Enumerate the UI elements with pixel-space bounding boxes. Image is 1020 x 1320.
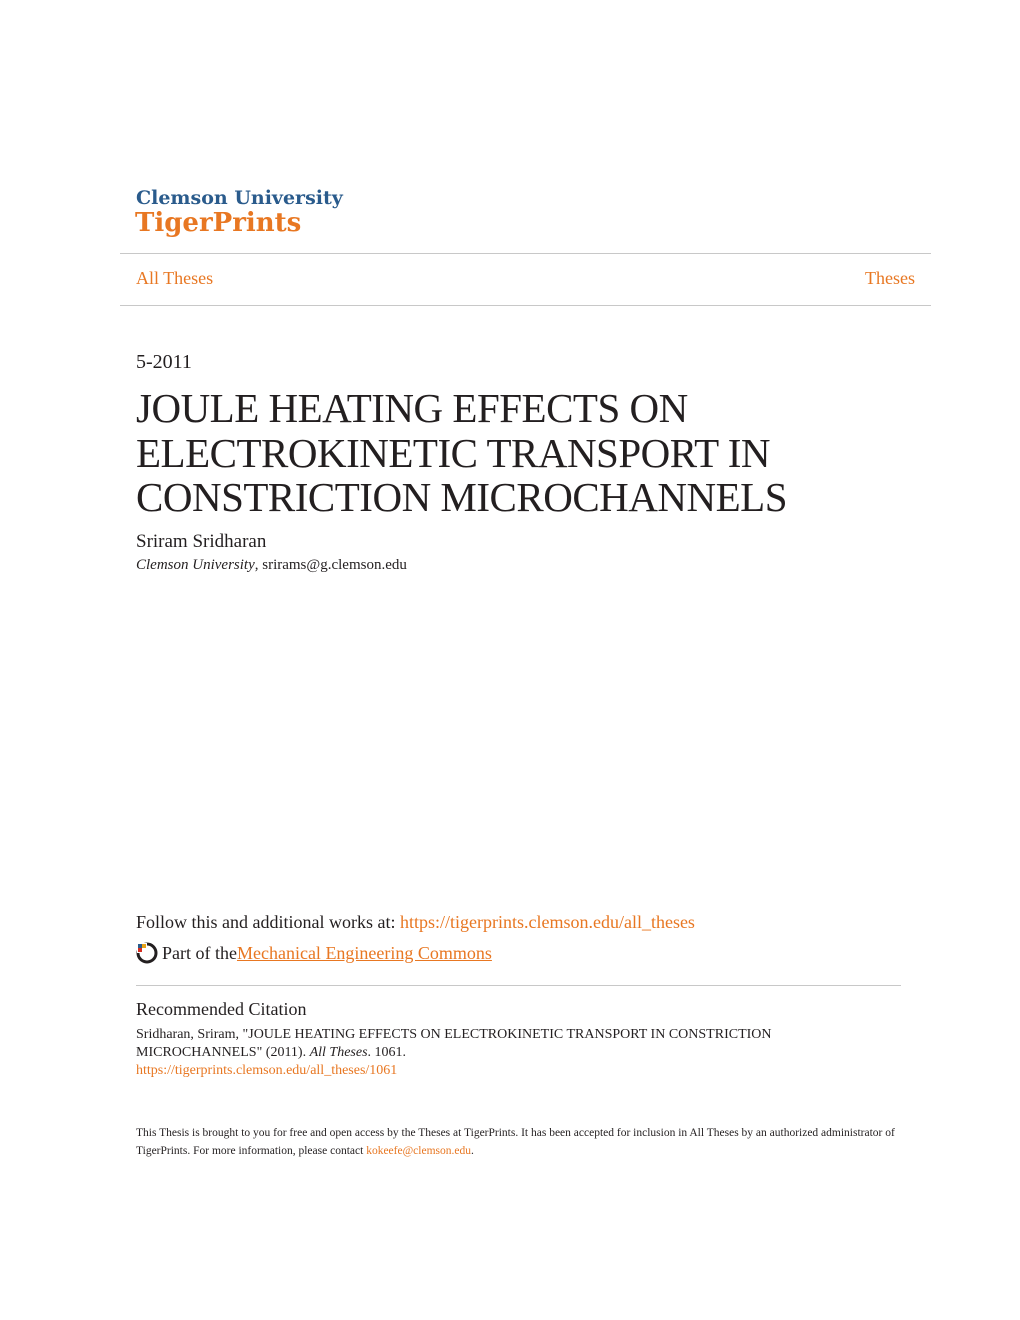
follow-line xyxy=(136,912,695,933)
document-title: JOULE HEATING EFFECTS ON ELECTROKINETIC TRANSPORT IN CONSTRICTION MICROCHANNELS xyxy=(136,385,788,520)
affiliation-name: Clemson University xyxy=(136,557,255,573)
repository-name[interactable]: TigerPrints xyxy=(135,208,302,238)
all-theses-link[interactable]: All Theses xyxy=(136,268,214,288)
access-notice-end: . xyxy=(470,1145,474,1157)
publication-date: 5-2011 xyxy=(136,351,192,373)
citation-series: All Theses xyxy=(309,1045,368,1060)
part-of-prefix: Part of the xyxy=(162,942,237,963)
contact-email-link[interactable]: kokeefe@clemson.edu xyxy=(366,1145,471,1157)
author-email: , srirams@g.clemson.edu xyxy=(254,557,407,573)
citation-url-link[interactable]: https://tigerprints.clemson.edu/all_theses/1061 xyxy=(136,1063,398,1078)
citation-text: Sridharan, Sriram, "JOULE HEATING EFFECTS ON ELECTROKINETIC TRANSPORT IN CONSTRICTION MICROCHANNELS" (2011). xyxy=(136,1027,772,1060)
follow-prefix: Follow this and additional works at: xyxy=(136,912,400,932)
part-of-line xyxy=(136,942,492,964)
institution-name: Clemson University xyxy=(136,187,343,209)
citation-body xyxy=(136,1026,816,1080)
all-theses-url-link[interactable]: https://tigerprints.clemson.edu/all_theses xyxy=(399,912,695,932)
bepress-commons-icon xyxy=(136,942,158,964)
mechanical-engineering-commons-link[interactable]: Mechanical Engineering Commons xyxy=(236,942,492,963)
access-notice-text: This Thesis is brought to you for free and open access by the Theses at TigerPrints. It has been accepted for inclusion in All Theses by an authorized administrator of TigerPrints. For more information, please contact xyxy=(136,1127,895,1157)
nav-divider xyxy=(120,305,931,306)
theses-link[interactable]: Theses xyxy=(865,268,915,288)
author-affiliation xyxy=(136,557,407,574)
author-name: Sriram Sridharan xyxy=(136,531,267,552)
citation-heading: Recommended Citation xyxy=(136,999,307,1019)
citation-divider xyxy=(136,985,901,986)
citation-number: . 1061. xyxy=(367,1045,407,1060)
access-notice xyxy=(136,1124,896,1160)
header-divider xyxy=(120,253,931,254)
